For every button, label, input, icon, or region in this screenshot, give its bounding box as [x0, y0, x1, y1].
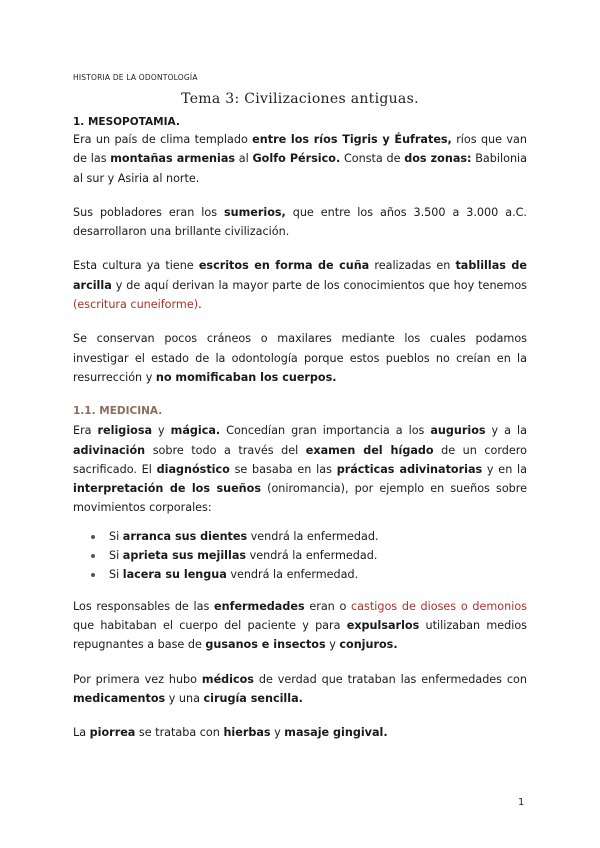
paragraph: Sus pobladores eran los sumerios, que entre los años 3.500 a 3.000 a.C. desarrollaron una brillante civilización.	[73, 205, 527, 239]
bullet-icon	[91, 554, 95, 558]
highlighted-text: (escritura cuneiforme)	[73, 298, 199, 312]
section-heading-medicina: 1.1. MEDICINA.	[73, 405, 163, 418]
paragraph: Era religiosa y mágica. Concedían gran importancia a los augurios y a la adivinación sobre todo a través del examen del hígado de un cordero sacrificado. El diagnóstico se basaba en las prácticas adivinatorias y en la interpretación de los sueños (oniromancia), por ejemplo en sueños sobre movimientos corporales:	[73, 424, 528, 515]
paragraph: Por primera vez hubo médicos de verdad que trataban las enfermedades con medicamentos y una cirugía sencilla.	[73, 672, 527, 705]
bullet-icon	[91, 535, 95, 539]
highlighted-text: castigos de dioses o demonios	[351, 599, 527, 613]
document-body	[73, 114, 527, 758]
paragraph: Esta cultura ya tiene escritos en forma de cuña realizadas en tablillas de arcilla y de aquí derivan la mayor parte de los conocimientos que hoy tenemos (escritura cuneiforme).	[73, 259, 527, 312]
list-item: Si arranca sus dientes vendrá la enfermedad.	[91, 527, 527, 546]
paragraph: Se conservan pocos cráneos o maxilares mediante los cuales podamos investigar el estado de la odontología porque estos pueblos no creían en la resurrección y no momificaban los cuerpos.	[73, 332, 527, 384]
course-header: HISTORIA DE LA ODONTOLOGÍA	[73, 73, 198, 82]
bullet-list	[73, 527, 527, 584]
page-title: Tema 3: Civilizaciones antiguas.	[181, 91, 419, 107]
page-number: 1	[518, 797, 525, 808]
list-item: Si lacera su lengua vendrá la enfermedad.	[91, 565, 527, 584]
paragraph: Era un país de clima templado entre los ríos Tigris y Éufrates, ríos que van de las montañas armenias al Golfo Pérsico. Consta de dos zonas: Babilonia al sur y Asiria al norte.	[73, 133, 528, 185]
list-item: Si aprieta sus mejillas vendrá la enfermedad.	[91, 546, 527, 565]
section-heading-mesopotamia: 1. MESOPOTAMIA.	[73, 116, 180, 128]
paragraph: La piorrea se trataba con hierbas y masaje gingival.	[73, 726, 388, 740]
paragraph: Los responsables de las enfermedades eran o castigos de dioses o demonios que habitaban el cuerpo del paciente y para expulsarlos utilizaban medios repugnantes a base de gusanos e insectos y conjuros.	[73, 599, 527, 652]
bullet-icon	[91, 573, 95, 577]
